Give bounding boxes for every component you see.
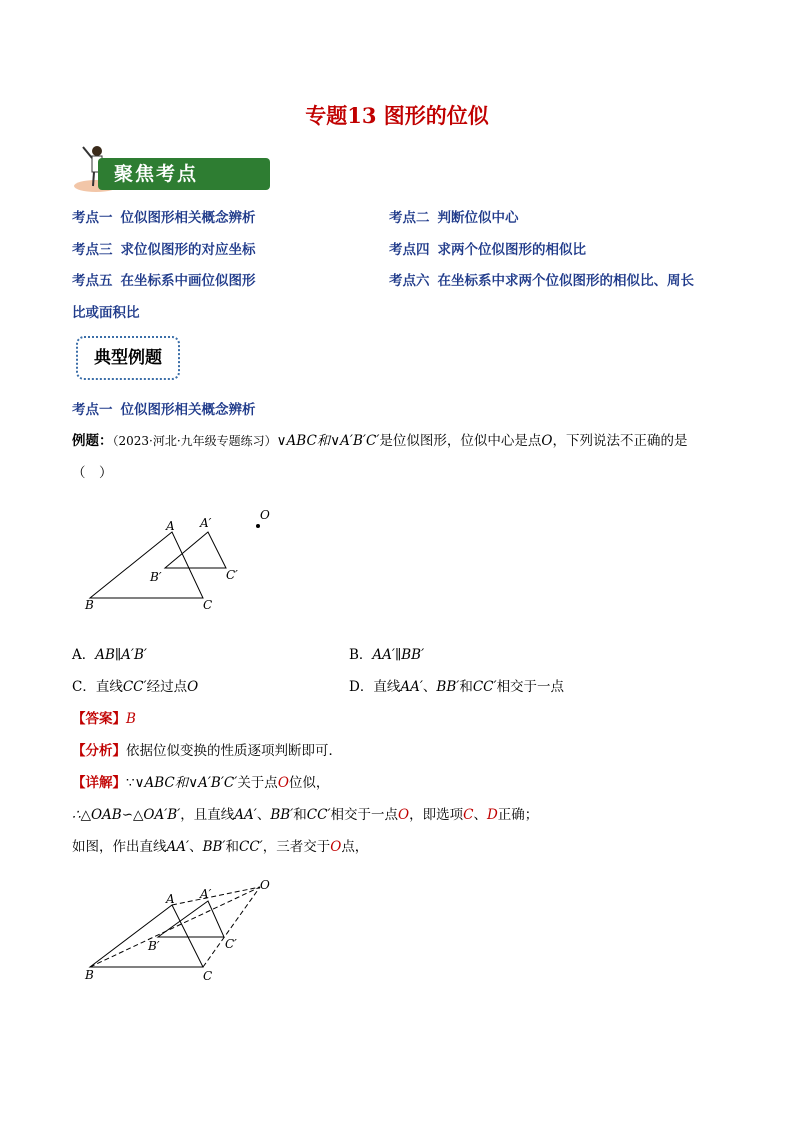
kaodian-6[interactable]: 考点六 在坐标系中求两个位似图形的相似比、周长 [389,273,694,289]
example-label: 例题： [72,433,113,449]
line-bb1 [90,887,260,967]
example-source: （2023·河北·九年级专题练习） [112,434,277,448]
section-heading: 考点一 位似图形相关概念辨析 [72,402,256,418]
label-c-2: C [203,969,213,983]
typical-examples-box: 典型例题 [76,336,180,380]
option-b[interactable]: B．AA′∥BB′ [349,647,425,663]
detail-line-1: 【详解】∵∨ABC和∨A′B′C′关于点O位似， [72,775,330,791]
banner-label: 聚焦考点 [98,158,270,190]
label-a: A [166,519,175,533]
example-stem: 例题：（2023·河北·九年级专题练习）∨ABC和∨A′B′C′是位似图形，位似中心是点O，下列说法不正确的是 [72,433,688,449]
detail-line-2: ∴△OAB∽△OA′B′，且直线AA′、BB′和CC′相交于一点O，即选项C、D正确； [72,807,539,823]
detail-line-3: 如图，作出直线AA′、BB′和CC′，三者交于O点， [72,839,369,855]
label-o: O [260,508,270,522]
label-b1-2: B′ [148,939,160,953]
page-title: 专题13 图形的位似 [305,103,489,128]
point-o [256,524,260,528]
label-a1-2: A′ [200,887,212,901]
figure-1 [80,505,280,615]
triangle-a1b1c1-2 [158,901,224,937]
label-b1: B′ [150,570,162,584]
kaodian-3[interactable]: 考点三 求位似图形的对应坐标 [72,242,256,258]
label-c1-2: C′ [225,937,237,951]
label-b: B [85,598,94,612]
option-d[interactable]: D．直线AA′、BB′和CC′相交于一点 [349,679,565,695]
label-c: C [203,598,213,612]
option-a[interactable]: A．AB∥A′B′ [72,647,147,663]
kaodian-4[interactable]: 考点四 求两个位似图形的相似比 [389,242,586,258]
label-c1: C′ [226,568,238,582]
line-aa1 [172,887,260,905]
label-a-2: A [166,892,175,906]
example-paren: （ ） [72,465,113,481]
figure-2 [80,875,290,990]
answer-value: B [126,711,136,727]
option-c[interactable]: C．直线CC′经过点O [72,679,199,695]
label-b-2: B [85,968,94,982]
label-o-2: O [260,878,270,892]
line-cc1 [203,887,260,967]
kaodian-5[interactable]: 考点五 在坐标系中画位似图形 [72,273,256,289]
kaodian-6-cont[interactable]: 比或面积比 [72,305,140,321]
kaodian-1[interactable]: 考点一 位似图形相关概念辨析 [72,210,256,226]
answer-line: 【答案】B [72,711,136,727]
kaodian-2[interactable]: 考点二 判断位似中心 [389,210,519,226]
triangle-abc [90,532,203,598]
analysis-line: 【分析】依据位似变换的性质逐项判断即可． [72,743,342,759]
label-a1: A′ [200,516,212,530]
triangle-abc-2 [90,905,203,967]
